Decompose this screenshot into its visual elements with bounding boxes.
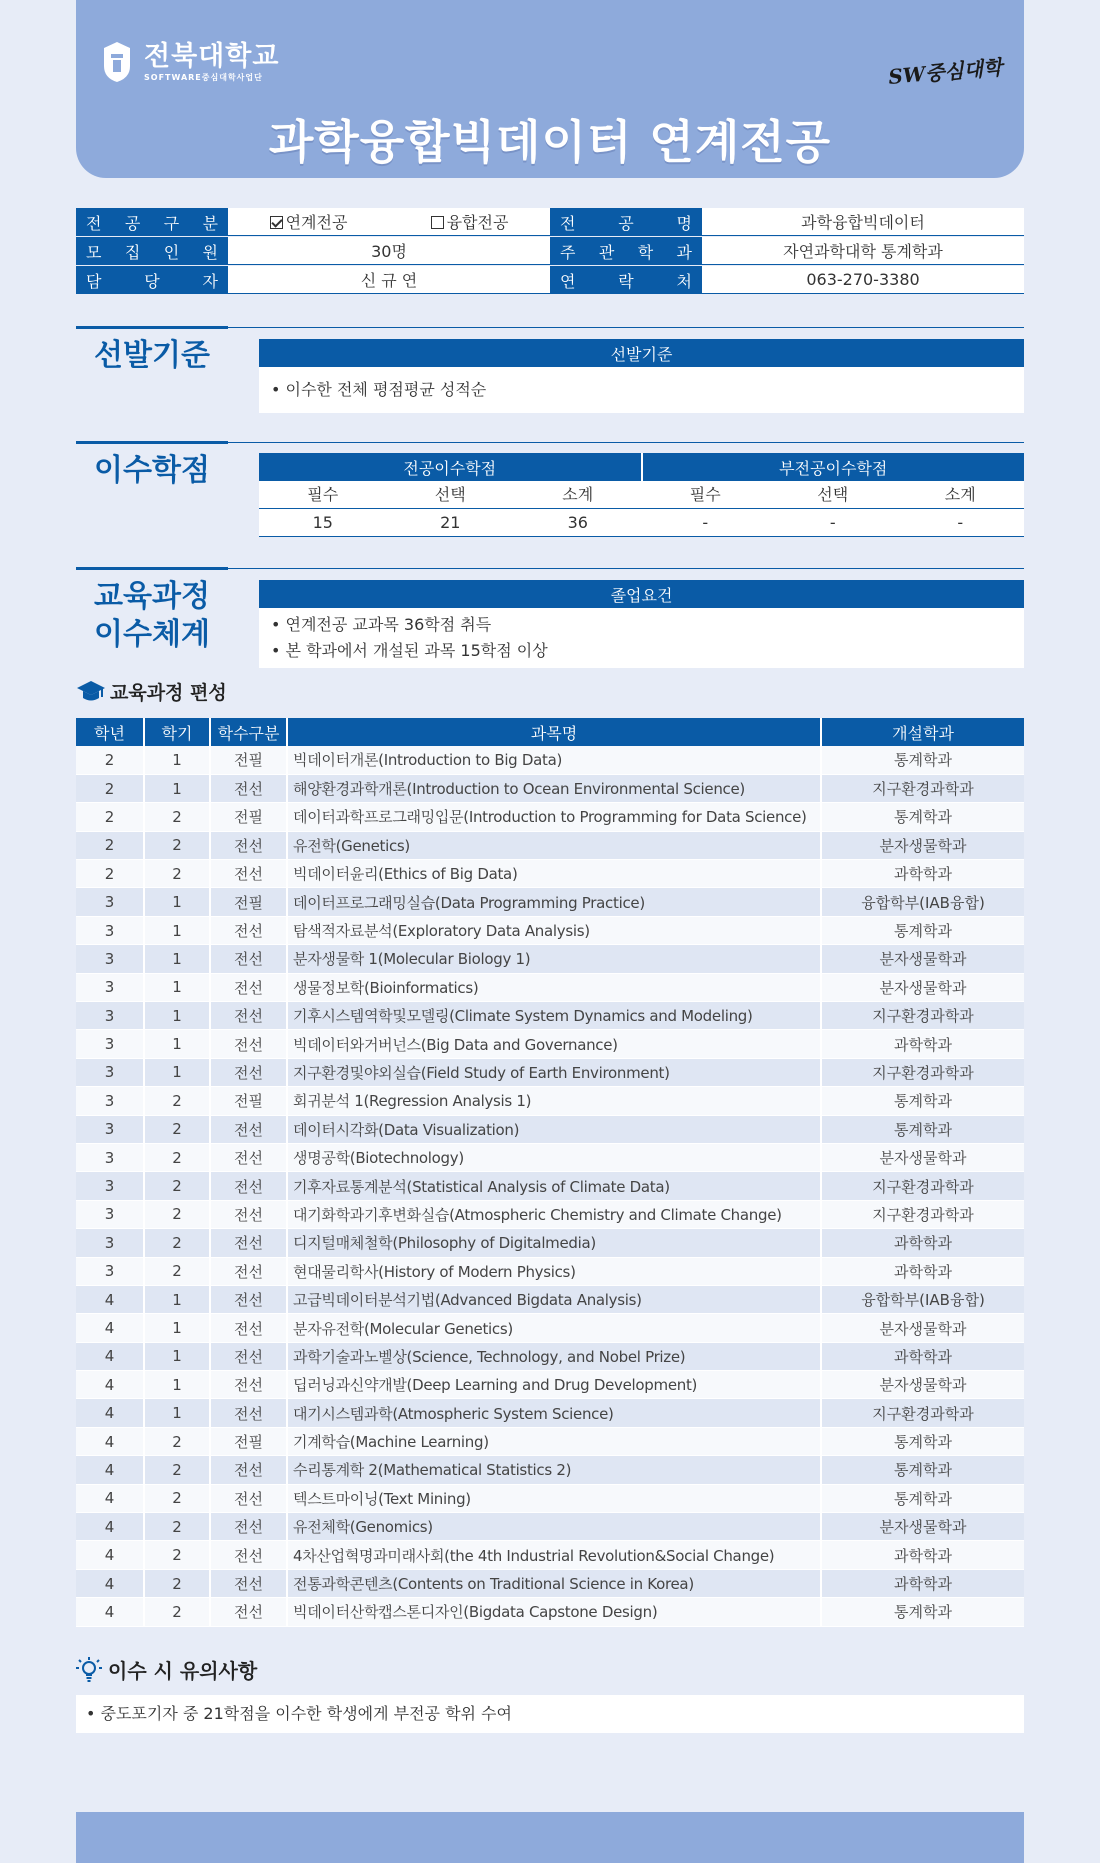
type-cell: 전선 — [210, 860, 287, 888]
label-char: 공 — [124, 213, 141, 233]
semester-cell: 2 — [144, 1143, 210, 1171]
graduation-panel — [259, 580, 1024, 668]
university-logo — [100, 40, 279, 84]
department-cell: 통계학과 — [821, 1598, 1024, 1626]
type-cell: 전선 — [210, 1115, 287, 1143]
type-cell: 전선 — [210, 945, 287, 973]
semester-cell: 1 — [144, 1314, 210, 1342]
selection-heading: 선발기준 — [76, 326, 228, 375]
semester-cell: 2 — [144, 860, 210, 888]
department-cell: 과학학과 — [821, 1229, 1024, 1257]
notes-text: • 중도포기자 중 21학점을 이수한 학생에게 부전공 학위 수여 — [76, 1695, 1024, 1733]
column-header: 개설학과 — [821, 718, 1024, 746]
label-char: 공 — [618, 213, 634, 233]
year-cell: 3 — [76, 1058, 144, 1086]
recruit-count: 30명 — [228, 237, 550, 265]
semester-cell: 1 — [144, 916, 210, 944]
year-cell: 4 — [76, 1371, 144, 1399]
department-cell: 과학학과 — [821, 1541, 1024, 1569]
course-name-cell: 4차산업혁명과미래사회(the 4th Industrial Revolution&Social Change) — [287, 1541, 821, 1569]
notes-title: 이수 시 유의사항 — [76, 1655, 257, 1684]
type-cell: 전선 — [210, 1229, 287, 1257]
major-credits-label: 전공이수학점 — [259, 453, 643, 481]
course-name-cell: 기후자료통계분석(Statistical Analysis of Climate Data) — [287, 1172, 821, 1200]
option-linked: 연계전공 — [270, 210, 348, 233]
type-cell: 전선 — [210, 1598, 287, 1626]
table-row — [76, 888, 1024, 916]
credit-value: - — [957, 513, 964, 532]
minor-credits-label: 부전공이수학점 — [643, 453, 1025, 481]
university-emblem-icon — [100, 40, 134, 84]
info-label — [550, 266, 702, 294]
major-name: 과학융합빅데이터 — [702, 208, 1024, 236]
department-cell: 통계학과 — [821, 1087, 1024, 1115]
column-header: 과목명 — [287, 718, 821, 746]
checkbox-empty-icon — [431, 216, 444, 229]
label-char: 분 — [202, 213, 218, 233]
type-cell: 전선 — [210, 1143, 287, 1171]
table-row — [76, 860, 1024, 888]
type-cell: 전선 — [210, 1002, 287, 1030]
semester-cell: 2 — [144, 1172, 210, 1200]
type-cell: 전선 — [210, 1342, 287, 1370]
department-cell: 통계학과 — [821, 746, 1024, 774]
label-char: 당 — [144, 271, 160, 291]
year-cell: 3 — [76, 1229, 144, 1257]
table-row — [76, 831, 1024, 859]
info-label — [76, 266, 228, 294]
system-heading: 교육과정 이수체계 — [76, 567, 228, 654]
semester-cell: 2 — [144, 1513, 210, 1541]
course-name-cell: 딥러닝과신약개발(Deep Learning and Drug Development) — [287, 1371, 821, 1399]
type-cell: 전선 — [210, 1285, 287, 1313]
page-header — [76, 0, 1024, 178]
label-char: 인 — [163, 242, 180, 262]
semester-cell: 1 — [144, 774, 210, 802]
year-cell: 3 — [76, 1172, 144, 1200]
type-cell: 전선 — [210, 1569, 287, 1597]
semester-cell: 2 — [144, 1257, 210, 1285]
sub-label: 소계 — [562, 485, 594, 504]
semester-cell: 1 — [144, 945, 210, 973]
info-label — [76, 208, 228, 236]
type-cell: 전필 — [210, 888, 287, 916]
semester-cell: 1 — [144, 1002, 210, 1030]
checkbox-checked-icon — [270, 216, 283, 229]
semester-cell: 1 — [144, 746, 210, 774]
table-row — [76, 1087, 1024, 1115]
department-cell: 분자생물학과 — [821, 945, 1024, 973]
course-name-cell: 분자유전학(Molecular Genetics) — [287, 1314, 821, 1342]
label-char: 처 — [676, 271, 692, 291]
year-cell: 3 — [76, 1030, 144, 1058]
department-cell: 지구환경과학과 — [821, 1058, 1024, 1086]
credit-value: 21 — [440, 513, 461, 532]
course-name-cell: 수리통계학 2(Mathematical Statistics 2) — [287, 1456, 821, 1484]
course-name-cell: 데이터과학프로그래밍입문(Introduction to Programming for Data Science) — [287, 803, 821, 831]
type-cell: 전선 — [210, 973, 287, 1001]
table-row — [76, 1002, 1024, 1030]
department-cell: 통계학과 — [821, 1456, 1024, 1484]
year-cell: 2 — [76, 774, 144, 802]
type-cell: 전필 — [210, 1087, 287, 1115]
department-cell: 과학학과 — [821, 1342, 1024, 1370]
semester-cell: 2 — [144, 1200, 210, 1228]
department-cell: 분자생물학과 — [821, 973, 1024, 1001]
contact-phone: 063-270-3380 — [702, 266, 1024, 294]
department-cell: 분자생물학과 — [821, 1371, 1024, 1399]
table-row — [76, 1513, 1024, 1541]
label-char: 전 — [560, 213, 576, 233]
year-cell: 3 — [76, 888, 144, 916]
course-name-cell: 분자생물학 1(Molecular Biology 1) — [287, 945, 821, 973]
year-cell: 3 — [76, 1143, 144, 1171]
requirement-line: • 본 학과에서 개설된 과목 15학점 이상 — [271, 641, 548, 660]
table-row — [76, 1342, 1024, 1370]
department-cell: 지구환경과학과 — [821, 1399, 1024, 1427]
semester-cell: 2 — [144, 1229, 210, 1257]
course-name-cell: 텍스트마이닝(Text Mining) — [287, 1484, 821, 1512]
department-cell: 과학학과 — [821, 860, 1024, 888]
label-char: 주 — [560, 242, 576, 262]
semester-cell: 2 — [144, 803, 210, 831]
type-cell: 전필 — [210, 1427, 287, 1455]
table-row — [76, 1143, 1024, 1171]
semester-cell: 2 — [144, 1598, 210, 1626]
divider — [228, 327, 1024, 328]
course-name-cell: 유전학(Genetics) — [287, 831, 821, 859]
year-cell: 3 — [76, 1087, 144, 1115]
contact-person: 신 규 연 — [228, 266, 550, 294]
university-sub: SOFTWARE중심대학사업단 — [144, 72, 263, 82]
type-cell: 전선 — [210, 1257, 287, 1285]
info-label — [76, 237, 228, 265]
department-cell: 분자생물학과 — [821, 1143, 1024, 1171]
department-cell: 지구환경과학과 — [821, 1200, 1024, 1228]
table-row — [76, 1200, 1024, 1228]
year-cell: 2 — [76, 803, 144, 831]
year-cell: 3 — [76, 1002, 144, 1030]
label-char: 자 — [202, 271, 218, 291]
label-char: 구 — [163, 213, 180, 233]
course-name-cell: 고급빅데이터분석기법(Advanced Bigdata Analysis) — [287, 1285, 821, 1313]
info-table — [76, 208, 1024, 295]
course-name-cell: 빅데이터산학캡스톤디자인(Bigdata Capstone Design) — [287, 1598, 821, 1626]
year-cell: 4 — [76, 1399, 144, 1427]
course-name-cell: 과학기술과노벨상(Science, Technology, and Nobel Prize) — [287, 1342, 821, 1370]
year-cell: 3 — [76, 1115, 144, 1143]
table-row — [76, 774, 1024, 802]
semester-cell: 1 — [144, 973, 210, 1001]
type-cell: 전선 — [210, 774, 287, 802]
table-row — [76, 1456, 1024, 1484]
course-name-cell: 탐색적자료분석(Exploratory Data Analysis) — [287, 916, 821, 944]
department-cell: 과학학과 — [821, 1569, 1024, 1597]
semester-cell: 2 — [144, 1541, 210, 1569]
label-char: 모 — [86, 242, 102, 262]
info-row — [76, 208, 1024, 236]
course-name-cell: 해양환경과학개론(Introduction to Ocean Environmental Science) — [287, 774, 821, 802]
department-cell: 분자생물학과 — [821, 1314, 1024, 1342]
table-row — [76, 803, 1024, 831]
sub-label: 선택 — [434, 485, 466, 504]
table-row — [76, 1058, 1024, 1086]
course-name-cell: 빅데이터윤리(Ethics of Big Data) — [287, 860, 821, 888]
department-cell: 분자생물학과 — [821, 1513, 1024, 1541]
semester-cell: 1 — [144, 1371, 210, 1399]
year-cell: 4 — [76, 1427, 144, 1455]
type-cell: 전선 — [210, 1484, 287, 1512]
course-name-cell: 대기시스템과학(Atmospheric System Science) — [287, 1399, 821, 1427]
semester-cell: 2 — [144, 1087, 210, 1115]
department-cell: 지구환경과학과 — [821, 1172, 1024, 1200]
department-cell: 지구환경과학과 — [821, 1002, 1024, 1030]
label-char: 관 — [598, 242, 615, 262]
course-name-cell: 데이터시각화(Data Visualization) — [287, 1115, 821, 1143]
type-cell: 전선 — [210, 831, 287, 859]
semester-cell: 2 — [144, 1484, 210, 1512]
label-char: 연 — [560, 271, 576, 291]
type-cell: 전선 — [210, 1371, 287, 1399]
panel-title: 선발기준 — [259, 339, 1024, 367]
label-char: 학 — [637, 242, 654, 262]
type-cell: 전선 — [210, 1200, 287, 1228]
credit-value: - — [829, 513, 836, 532]
selection-text: • 이수한 전체 평점평균 성적순 — [259, 367, 1024, 413]
course-name-cell: 데이터프로그래밍실습(Data Programming Practice) — [287, 888, 821, 916]
course-name-cell: 유전체학(Genomics) — [287, 1513, 821, 1541]
info-label — [550, 237, 702, 265]
major-type-options — [228, 208, 550, 236]
table-row — [76, 1172, 1024, 1200]
credit-value: 15 — [312, 513, 333, 532]
table-row — [76, 746, 1024, 774]
table-row — [76, 1427, 1024, 1455]
year-cell: 4 — [76, 1314, 144, 1342]
host-dept: 자연과학대학 통계학과 — [702, 237, 1024, 265]
year-cell: 2 — [76, 746, 144, 774]
semester-cell: 1 — [144, 888, 210, 916]
course-name-cell: 빅데이터와거버넌스(Big Data and Governance) — [287, 1030, 821, 1058]
department-cell: 과학학과 — [821, 1257, 1024, 1285]
department-cell: 통계학과 — [821, 916, 1024, 944]
credit-value: - — [702, 513, 709, 532]
selection-panel — [259, 339, 1024, 413]
label-char: 명 — [676, 213, 692, 233]
graduation-cap-icon — [76, 679, 106, 705]
type-cell: 전필 — [210, 746, 287, 774]
semester-cell: 1 — [144, 1058, 210, 1086]
semester-cell: 2 — [144, 831, 210, 859]
type-cell: 전선 — [210, 1541, 287, 1569]
department-cell: 융합학부(IAB융합) — [821, 888, 1024, 916]
sub-label: 선택 — [817, 485, 849, 504]
curriculum-table — [76, 718, 1024, 1627]
department-cell: 통계학과 — [821, 1115, 1024, 1143]
sub-label: 소계 — [944, 485, 976, 504]
credits-heading: 이수학점 — [76, 441, 228, 490]
table-row — [76, 1314, 1024, 1342]
year-cell: 3 — [76, 973, 144, 1001]
year-cell: 4 — [76, 1569, 144, 1597]
course-name-cell: 빅데이터개론(Introduction to Big Data) — [287, 746, 821, 774]
option-converged: 융합전공 — [431, 210, 509, 233]
divider — [228, 568, 1024, 569]
course-name-cell: 생물정보학(Bioinformatics) — [287, 973, 821, 1001]
type-cell: 전선 — [210, 1513, 287, 1541]
semester-cell: 1 — [144, 1030, 210, 1058]
curriculum-title: 교육과정 편성 — [76, 678, 227, 705]
label-char: 원 — [202, 242, 218, 262]
column-header: 학수구분 — [210, 718, 287, 746]
table-row — [76, 916, 1024, 944]
table-row — [76, 1229, 1024, 1257]
type-cell: 전선 — [210, 1314, 287, 1342]
department-cell: 통계학과 — [821, 1427, 1024, 1455]
year-cell: 3 — [76, 1257, 144, 1285]
table-row — [76, 945, 1024, 973]
year-cell: 2 — [76, 860, 144, 888]
course-name-cell: 지구환경및야외실습(Field Study of Earth Environment) — [287, 1058, 821, 1086]
semester-cell: 2 — [144, 1569, 210, 1597]
table-row — [76, 1569, 1024, 1597]
lightbulb-icon — [76, 1656, 102, 1684]
semester-cell: 2 — [144, 1115, 210, 1143]
department-cell: 통계학과 — [821, 803, 1024, 831]
year-cell: 3 — [76, 945, 144, 973]
course-name-cell: 전통과학콘텐츠(Contents on Traditional Science in Korea) — [287, 1569, 821, 1597]
table-row — [76, 1285, 1024, 1313]
department-cell: 과학학과 — [821, 1030, 1024, 1058]
year-cell: 3 — [76, 916, 144, 944]
table-row — [76, 1541, 1024, 1569]
department-cell: 융합학부(IAB융합) — [821, 1285, 1024, 1313]
table-row — [76, 1598, 1024, 1626]
type-cell: 전선 — [210, 1030, 287, 1058]
year-cell: 4 — [76, 1513, 144, 1541]
university-name: 전북대학교 — [144, 40, 280, 72]
course-name-cell: 디지털매체철학(Philosophy of Digitalmedia) — [287, 1229, 821, 1257]
sw-mark: SW중심대학 — [887, 55, 1003, 89]
year-cell: 4 — [76, 1541, 144, 1569]
course-name-cell: 현대물리학사(History of Modern Physics) — [287, 1257, 821, 1285]
type-cell: 전선 — [210, 1399, 287, 1427]
label-char: 과 — [676, 242, 692, 262]
year-cell: 4 — [76, 1598, 144, 1626]
credit-value: 36 — [567, 513, 588, 532]
label-char: 담 — [86, 271, 102, 291]
credits-table — [259, 453, 1024, 537]
label-char: 락 — [618, 271, 634, 291]
sub-label: 필수 — [689, 485, 721, 504]
semester-cell: 1 — [144, 1399, 210, 1427]
semester-cell: 2 — [144, 1456, 210, 1484]
type-cell: 전필 — [210, 803, 287, 831]
semester-cell: 2 — [144, 1427, 210, 1455]
info-row — [76, 237, 1024, 265]
sub-label: 필수 — [307, 485, 339, 504]
year-cell: 4 — [76, 1342, 144, 1370]
page-title: 과학융합빅데이터 연계전공 — [268, 115, 832, 169]
table-row — [76, 1399, 1024, 1427]
department-cell: 통계학과 — [821, 1484, 1024, 1512]
table-row — [76, 1257, 1024, 1285]
year-cell: 4 — [76, 1484, 144, 1512]
year-cell: 4 — [76, 1456, 144, 1484]
course-name-cell: 회귀분석 1(Regression Analysis 1) — [287, 1087, 821, 1115]
table-row — [76, 1115, 1024, 1143]
type-cell: 전선 — [210, 916, 287, 944]
course-name-cell: 기계학습(Machine Learning) — [287, 1427, 821, 1455]
divider — [228, 442, 1024, 443]
panel-title: 졸업요건 — [259, 580, 1024, 608]
course-name-cell: 기후시스템역학및모델링(Climate System Dynamics and Modeling) — [287, 1002, 821, 1030]
type-cell: 전선 — [210, 1058, 287, 1086]
type-cell: 전선 — [210, 1456, 287, 1484]
table-row — [76, 1371, 1024, 1399]
column-header: 학년 — [76, 718, 144, 746]
label-char: 집 — [124, 242, 141, 262]
credits-sub-header — [259, 481, 1024, 509]
course-name-cell: 생명공학(Biotechnology) — [287, 1143, 821, 1171]
page-footer — [76, 1812, 1024, 1863]
year-cell: 4 — [76, 1285, 144, 1313]
semester-cell: 1 — [144, 1342, 210, 1370]
year-cell: 3 — [76, 1200, 144, 1228]
table-row — [76, 1484, 1024, 1512]
type-cell: 전선 — [210, 1172, 287, 1200]
course-name-cell: 대기화학과기후변화실습(Atmospheric Chemistry and Climate Change) — [287, 1200, 821, 1228]
semester-cell: 1 — [144, 1285, 210, 1313]
table-row — [76, 973, 1024, 1001]
department-cell: 분자생물학과 — [821, 831, 1024, 859]
department-cell: 지구환경과학과 — [821, 774, 1024, 802]
credits-values — [259, 509, 1024, 537]
info-label — [550, 208, 702, 236]
requirement-line: • 연계전공 교과목 36학점 취득 — [271, 615, 492, 634]
label-char: 전 — [86, 213, 102, 233]
column-header: 학기 — [144, 718, 210, 746]
table-row — [76, 1030, 1024, 1058]
year-cell: 2 — [76, 831, 144, 859]
info-row — [76, 266, 1024, 294]
